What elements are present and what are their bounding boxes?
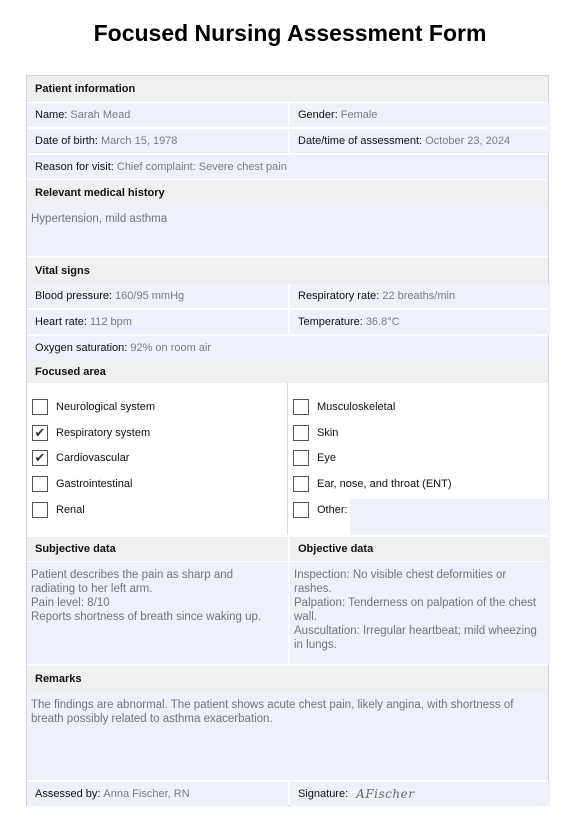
temperature-field[interactable] <box>290 310 550 334</box>
assessment-datetime-value: October 23, 2024 <box>425 135 511 147</box>
heart-rate-value: 112 bpm <box>89 316 132 328</box>
reason-value: Chief complaint: Severe chest pain <box>116 161 287 173</box>
section-title: Vital signs <box>35 265 90 277</box>
assessed-by-label: Assessed by: <box>35 788 101 800</box>
checkbox-label: Eye <box>317 452 336 464</box>
temperature-label: Temperature: <box>298 316 363 328</box>
section-patient-information <box>27 76 548 102</box>
section-title: Focused area <box>35 366 106 378</box>
checkbox-label: Ear, nose, and throat (ENT) <box>317 478 452 490</box>
oxygen-saturation-value: 92% on room air <box>130 342 212 354</box>
name-label: Name: <box>35 109 68 121</box>
focused-area-right-column <box>287 383 551 535</box>
assessment-datetime-field[interactable] <box>290 129 550 153</box>
checkbox-box[interactable] <box>293 450 309 466</box>
section-subjective-data <box>27 537 288 561</box>
section-medical-history <box>27 180 548 206</box>
heart-rate-field[interactable] <box>27 310 288 334</box>
section-title: Objective data <box>298 543 374 555</box>
checkbox-cardiovascular[interactable] <box>32 448 129 468</box>
blood-pressure-field[interactable] <box>27 284 288 308</box>
section-title: Remarks <box>35 673 82 685</box>
checkbox-box[interactable] <box>293 399 309 415</box>
section-title: Relevant medical history <box>35 187 165 199</box>
section-title: Patient information <box>35 83 136 95</box>
assessed-by-field[interactable] <box>27 782 288 806</box>
checkbox-box[interactable] <box>32 476 48 492</box>
checkbox-neurological[interactable] <box>32 397 155 417</box>
checkbox-label: Skin <box>317 427 339 439</box>
reason-field[interactable] <box>27 155 548 179</box>
reason-label: Reason for visit: <box>35 161 114 173</box>
temperature-value: 36.8°C <box>365 316 400 328</box>
assessment-datetime-label: Date/time of assessment: <box>298 135 423 147</box>
checkbox-musculoskeletal[interactable] <box>293 397 395 417</box>
checkbox-box[interactable] <box>293 425 309 441</box>
section-vital-signs <box>27 258 548 284</box>
checkbox-box[interactable] <box>32 399 48 415</box>
checkbox-other[interactable] <box>293 500 348 520</box>
objective-data-textarea[interactable]: Inspection: No visible chest deformities or rashes. Palpation: Tenderness on palpation of the chest wall. Auscultation: Irregular heartbeat; mild wheezing in lungs. <box>290 562 550 664</box>
gender-label: Gender: <box>298 109 338 121</box>
subjective-data-textarea[interactable]: Patient describes the pain as sharp and radiating to her left arm. Pain level: 8/10 Reports shortness of breath since waking up. <box>27 562 288 664</box>
checkbox-label: Renal <box>56 504 85 516</box>
blood-pressure-value: 160/95 mmHg <box>115 290 185 302</box>
assessed-by-value: Anna Fischer, RN <box>103 788 190 800</box>
focused-area-checklist <box>27 383 548 535</box>
medical-history-textarea[interactable]: Hypertension, mild asthma <box>27 206 548 256</box>
form-title: Focused Nursing Assessment Form <box>93 20 487 46</box>
checkbox-gastrointestinal[interactable] <box>32 474 132 494</box>
respiratory-rate-field[interactable] <box>290 284 550 308</box>
heart-rate-label: Heart rate: <box>35 316 87 328</box>
focused-area-left-column <box>27 383 286 535</box>
checkbox-label: Musculoskeletal <box>317 401 396 413</box>
checkbox-eye[interactable] <box>293 448 336 468</box>
section-objective-data <box>290 537 550 561</box>
gender-value: Female <box>340 109 378 121</box>
respiratory-rate-value: 22 breaths/min <box>382 290 456 302</box>
checkbox-ent[interactable] <box>293 474 452 494</box>
checkbox-box[interactable] <box>32 502 48 518</box>
checkbox-label: Cardiovascular <box>56 452 130 464</box>
section-remarks <box>27 666 548 692</box>
checkbox-box[interactable] <box>293 476 309 492</box>
signature-label: Signature: <box>298 788 349 800</box>
signature-field[interactable] <box>290 782 550 806</box>
other-input[interactable] <box>350 499 550 535</box>
name-field[interactable] <box>27 103 288 127</box>
section-title: Subjective data <box>35 543 116 555</box>
checkbox-box[interactable] <box>293 502 309 518</box>
respiratory-rate-label: Respiratory rate: <box>298 290 380 302</box>
checkbox-label: Gastrointestinal <box>56 478 133 490</box>
checkbox-skin[interactable] <box>293 423 338 443</box>
checkbox-label: Neurological system <box>56 401 156 413</box>
checkmark-icon[interactable]: ✔ <box>32 450 48 466</box>
signature-image: AFischer <box>356 787 415 801</box>
name-value: Sarah Mead <box>70 109 131 121</box>
gender-field[interactable] <box>290 103 550 127</box>
checkbox-renal[interactable] <box>32 500 85 520</box>
oxygen-saturation-label: Oxygen saturation: <box>35 342 128 354</box>
checkbox-respiratory[interactable] <box>32 423 150 443</box>
dob-field[interactable] <box>27 129 288 153</box>
checkbox-label: Respiratory system <box>56 427 151 439</box>
remarks-textarea[interactable]: The findings are abnormal. The patient shows acute chest pain, likely angina, with shortness of breath possibly related to asthma exacerbation. <box>27 692 548 780</box>
oxygen-saturation-field[interactable] <box>27 336 548 360</box>
checkbox-label: Other: <box>317 504 348 516</box>
assessment-form <box>26 75 549 806</box>
blood-pressure-label: Blood pressure: <box>35 290 113 302</box>
checkmark-icon[interactable]: ✔ <box>32 425 48 441</box>
dob-value: March 15, 1978 <box>100 135 178 147</box>
dob-label: Date of birth: <box>35 135 98 147</box>
section-focused-area <box>27 360 548 384</box>
